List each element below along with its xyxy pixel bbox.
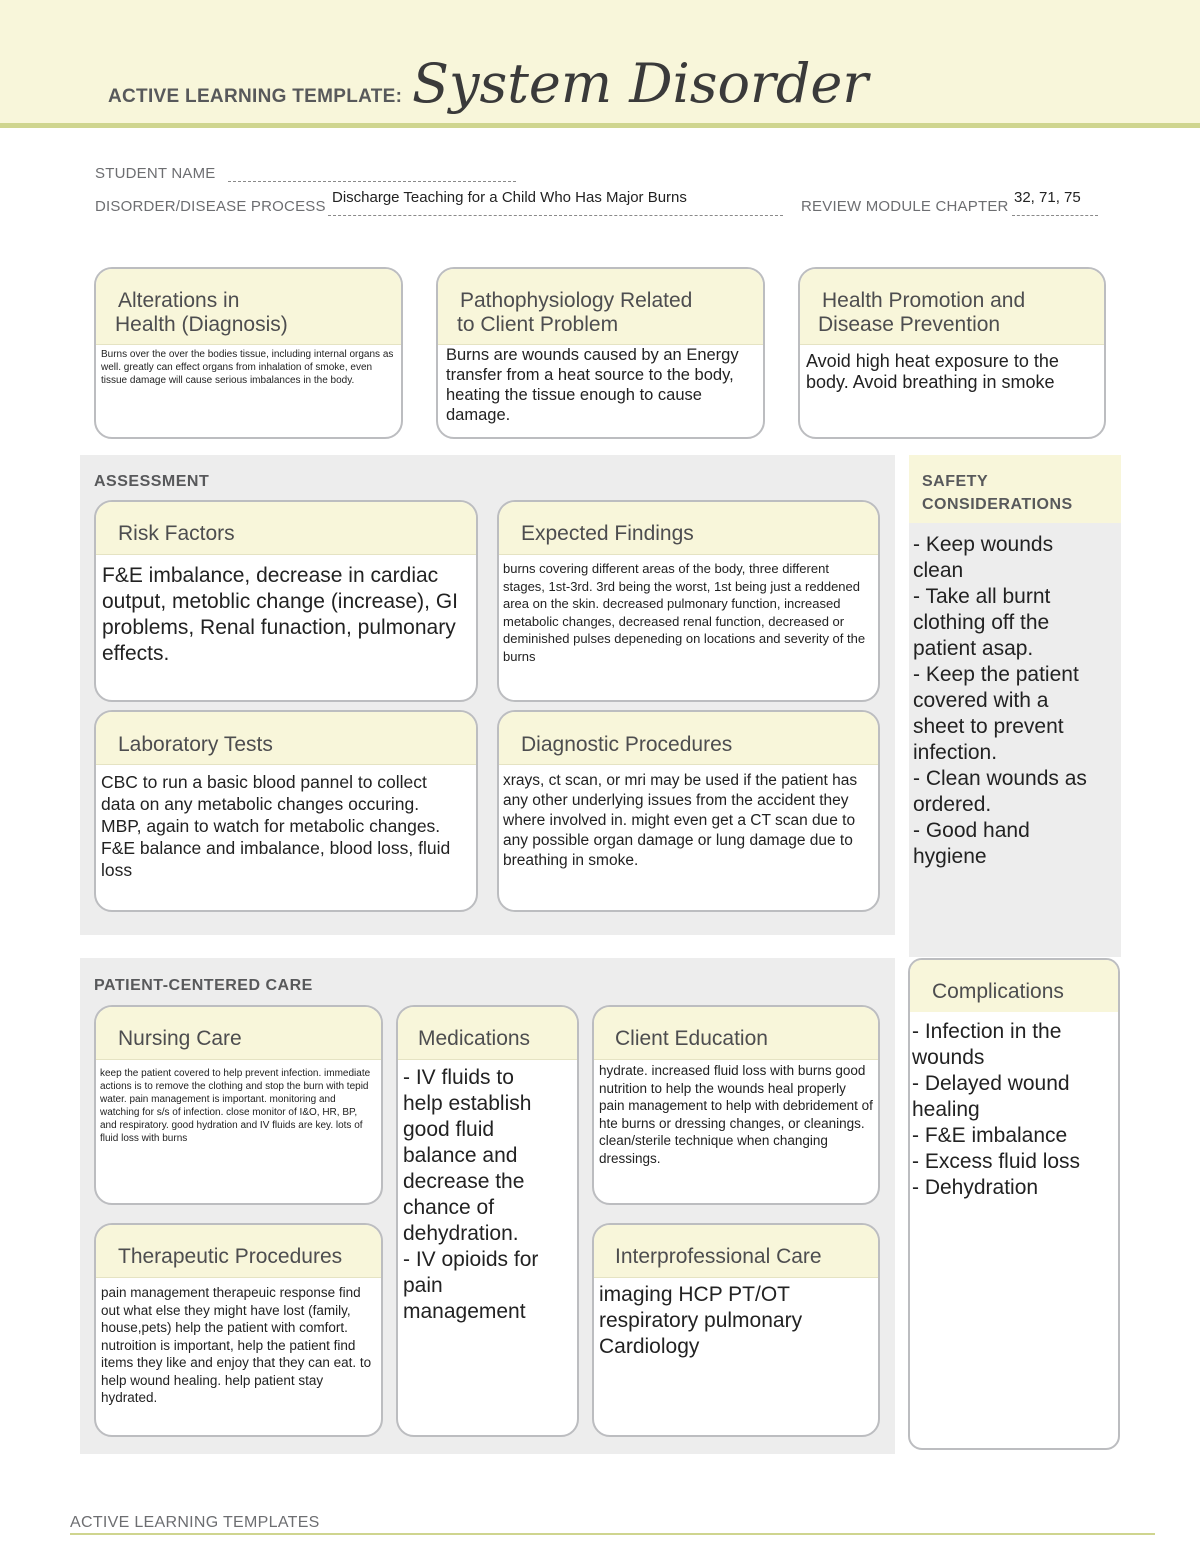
safety-title-line2: CONSIDERATIONS <box>922 496 1073 513</box>
chapter-field[interactable] <box>1012 214 1098 216</box>
footer-label: ACTIVE LEARNING TEMPLATES <box>70 1514 320 1531</box>
medications-line: - IV opioids for <box>403 1248 539 1271</box>
template-title: System Disorder <box>412 52 869 115</box>
alterations-title-line2: Health (Diagnosis) <box>115 313 288 336</box>
health-promotion-body: Avoid high heat exposure to the body. Avoid breathing in smoke <box>806 351 1059 392</box>
expected-findings-body: burns covering different areas of the body, three different stages, 1st-3rd. 3rd being the worst, 1st being just a reddened area on the skin. decreased pulmonary function, increased metabolic changes, decreased renal function, decreased or deminished pulses depeneding on locations and severity of the burns <box>503 561 866 664</box>
medications-line: good fluid <box>403 1118 495 1141</box>
safety-line: - Keep wounds <box>913 533 1054 556</box>
risk-factors-card <box>94 500 478 702</box>
pathophysiology-title-line1: Pathophysiology Related <box>460 289 693 312</box>
alterations-card <box>94 267 403 439</box>
client-education-title: Client Education <box>615 1027 768 1050</box>
medications-line: decrease the <box>403 1170 525 1193</box>
interprofessional-care-body: imaging HCP PT/OT respiratory pulmonary Cardiology <box>599 1283 803 1358</box>
footer-rule <box>70 1533 1155 1535</box>
medications-card <box>396 1005 579 1437</box>
medications-line: chance of <box>403 1196 495 1219</box>
complications-line: healing <box>912 1098 980 1121</box>
complications-line: - Dehydration <box>912 1176 1039 1199</box>
patient-care-label: PATIENT-CENTERED CARE <box>94 977 313 994</box>
medications-line: management <box>403 1300 526 1323</box>
safety-line: sheet to prevent <box>913 715 1064 738</box>
safety-line: - Clean wounds as <box>913 767 1087 790</box>
complications-card <box>908 958 1120 1450</box>
expected-findings-card <box>497 500 880 702</box>
disorder-field[interactable] <box>328 214 783 216</box>
interprofessional-care-card <box>592 1223 880 1437</box>
therapeutic-procedures-title: Therapeutic Procedures <box>118 1245 343 1268</box>
safety-line: hygiene <box>913 845 987 868</box>
chapter-label: REVIEW MODULE CHAPTER <box>801 198 1009 215</box>
medications-line: help establish <box>403 1092 532 1115</box>
therapeutic-procedures-card <box>94 1223 383 1437</box>
safety-line: clothing off the <box>913 611 1050 634</box>
health-promotion-card <box>798 267 1106 439</box>
client-education-body: hydrate. increased fluid loss with burns good nutrition to help the wounds heal properly pain management to help with debridement of hte burns or dressing changes, or cleanings. clean/sterile technique when changing dressings. <box>599 1063 873 1166</box>
disorder-label: DISORDER/DISEASE PROCESS <box>95 198 326 215</box>
complications-title: Complications <box>932 980 1064 1003</box>
safety-line: - Take all burnt <box>913 585 1051 608</box>
complications-line: - Excess fluid loss <box>912 1150 1081 1173</box>
alterations-title-line1: Alterations in <box>118 289 240 312</box>
complications-line: - F&E imbalance <box>912 1124 1068 1147</box>
laboratory-tests-card <box>94 710 478 912</box>
safety-line: - Keep the patient <box>913 663 1079 686</box>
laboratory-tests-title: Laboratory Tests <box>118 733 273 756</box>
assessment-label: ASSESSMENT <box>94 473 210 490</box>
pathophysiology-title-line2: to Client Problem <box>457 313 619 336</box>
diagnostic-procedures-card <box>497 710 880 912</box>
pathophysiology-body: Burns are wounds caused by an Energy transfer from a heat source to the body, heating the tissue enough to cause damage. <box>446 346 739 424</box>
health-promotion-title-line2: Disease Prevention <box>818 313 1001 336</box>
medications-line: pain <box>403 1274 443 1297</box>
safety-line: ordered. <box>913 793 992 816</box>
interprofessional-care-title: Interprofessional Care <box>615 1245 822 1268</box>
nursing-care-card <box>94 1005 383 1205</box>
client-education-card <box>592 1005 880 1205</box>
risk-factors-title: Risk Factors <box>118 522 235 545</box>
safety-line: clean <box>913 559 964 582</box>
diagnostic-procedures-body: xrays, ct scan, or mri may be used if the patient has any other underlying issues from the accident they where involved in. might even get a CT scan due to any possible organ damage or lung damage due to breathing in smoke. <box>503 772 858 869</box>
disorder-value: Discharge Teaching for a Child Who Has Major Burns <box>332 189 687 206</box>
therapeutic-procedures-body: pain management therapeuic response find out what else they might have lost (family, house,pets) help the patient with comfort. nutroition is important, help the patient find items they like and enjoy that they can eat. to help wound healing. help patient stay hydrated. <box>101 1285 372 1405</box>
nursing-care-title: Nursing Care <box>118 1027 242 1050</box>
risk-factors-body: F&E imbalance, decrease in cardiac output, metoblic change (increase), GI problems, Renal funaction, pulmonary effects. <box>102 564 459 665</box>
pathophysiology-card <box>436 267 765 439</box>
template-label: ACTIVE LEARNING TEMPLATE: <box>108 86 403 107</box>
complications-line: - Infection in the <box>912 1020 1062 1043</box>
medications-title: Medications <box>418 1027 531 1050</box>
complications-list <box>912 1019 1117 1201</box>
chapter-value: 32, 71, 75 <box>1014 189 1081 206</box>
safety-line: - Good hand <box>913 819 1030 842</box>
student-name-label: STUDENT NAME <box>95 165 216 182</box>
medications-line: - IV fluids to <box>403 1066 514 1089</box>
safety-title-line1: SAFETY <box>922 473 989 490</box>
health-promotion-title-line1: Health Promotion and <box>822 289 1026 312</box>
safety-list <box>913 532 1118 870</box>
medications-line: dehydration. <box>403 1222 519 1245</box>
complications-line: - Delayed wound <box>912 1072 1070 1095</box>
header-rule <box>0 123 1200 128</box>
medications-line: balance and <box>403 1144 518 1167</box>
student-name-field[interactable] <box>228 180 516 182</box>
diagnostic-procedures-title: Diagnostic Procedures <box>521 733 733 756</box>
laboratory-tests-body: CBC to run a basic blood pannel to collect data on any metabolic changes occuring. MBP, again to watch for metabolic changes. F&E balance and imbalance, blood loss, fluid loss <box>101 772 451 880</box>
expected-findings-title: Expected Findings <box>521 522 694 545</box>
alterations-body: Burns over the over the bodies tissue, including internal organs as well. greatly can effect organs from inhalation of smoke, even tissue damage will cause serious imbalances in the body. <box>101 349 394 386</box>
complications-line: wounds <box>912 1046 985 1069</box>
medications-list <box>403 1065 578 1325</box>
safety-line: covered with a <box>913 689 1049 712</box>
safety-line: patient asap. <box>913 637 1034 660</box>
safety-line: infection. <box>913 741 998 764</box>
nursing-care-body: keep the patient covered to help prevent infection. immediate actions is to remove the clothing and stop the burn with tepid water. pain management is important. monitoring and watching for s/s of infection. close monitor of I&O, HR, BP, and respiratory. good hydration and IV fluids are key. lots of fluid loss with burns <box>100 1068 371 1144</box>
